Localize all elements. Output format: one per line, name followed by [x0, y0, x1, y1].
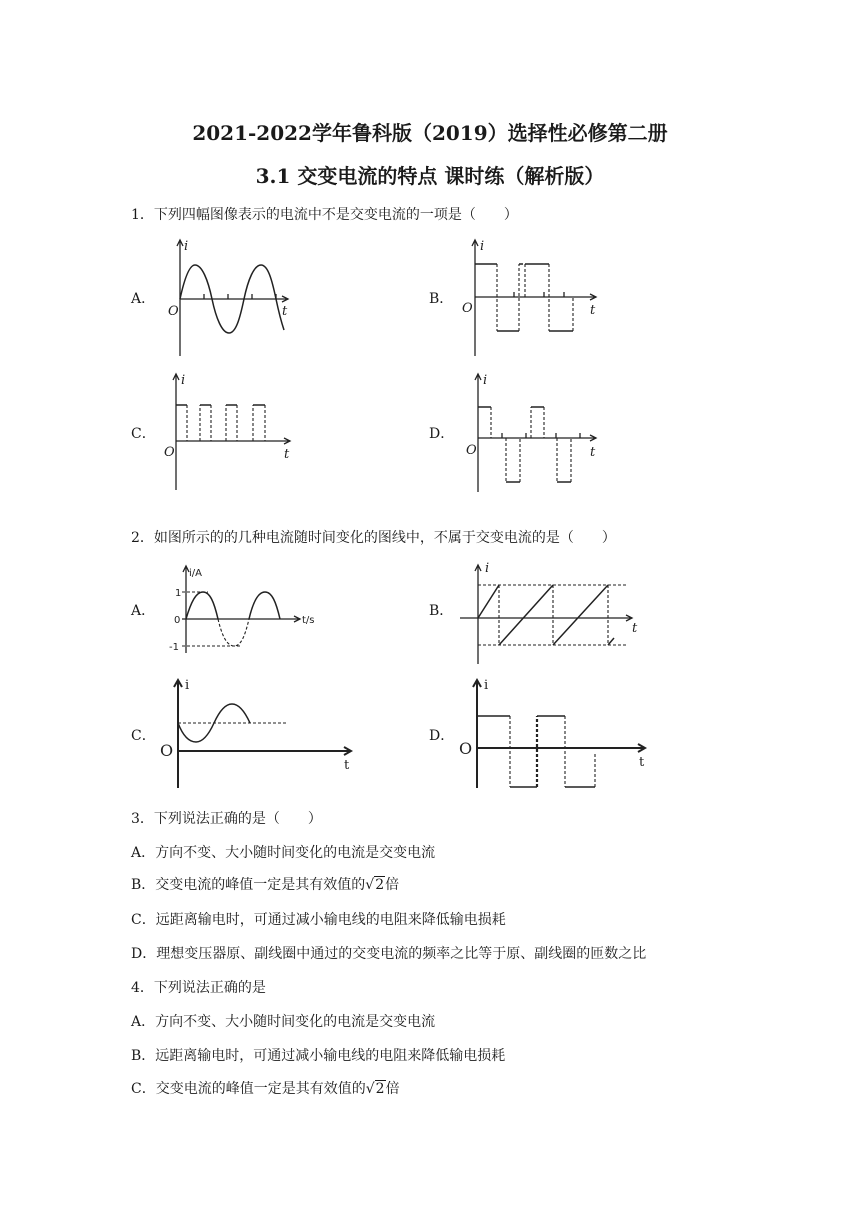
- q2-option-b-label: B．: [429, 603, 454, 619]
- origin-label-0: 0: [174, 615, 181, 626]
- origin-label-c: O: [160, 741, 174, 760]
- svg-text:t: t: [284, 447, 290, 462]
- axis-label-i: i: [184, 239, 189, 254]
- q1-option-b-label: B．: [429, 291, 454, 307]
- q1-graph-c: [162, 372, 297, 494]
- q2-option-a-label: A．: [131, 603, 156, 619]
- q4-option-c: C．交变电流的峰值一定是其有效值的√2倍: [131, 1081, 400, 1097]
- q2-option-c-label: C．: [131, 728, 156, 744]
- axis-label-t-b: t: [632, 621, 638, 636]
- q3-option-b: B．交变电流的峰值一定是其有效值的√2倍: [131, 877, 400, 893]
- axis-label-t-d: t: [639, 755, 645, 770]
- q2-graph-c: [156, 676, 356, 791]
- q1-option-d-label: D．: [429, 426, 455, 442]
- document-title-line1: 2021-2022学年鲁科版（2019）选择性必修第二册: [192, 121, 668, 145]
- svg-text:O: O: [462, 301, 473, 316]
- origin-label-d: O: [459, 739, 473, 758]
- q1-option-a-label: A．: [131, 291, 156, 307]
- axis-label-t-c: t: [344, 758, 350, 773]
- svg-text:O: O: [164, 445, 175, 460]
- q3-option-a: A．方向不变、大小随时间变化的电流是交变电流: [131, 845, 436, 861]
- q3-option-d: D．理想变压器原、副线圈中通过的交变电流的频率之比等于原、副线圈的匝数之比: [131, 946, 647, 962]
- q3-option-c: C．远距离输电时，可通过减小输电线的电阻来降低输电损耗: [131, 912, 506, 928]
- q1-graph-a: [160, 238, 295, 360]
- axis-label-t: t: [282, 304, 288, 319]
- tick-label-1: 1: [175, 588, 182, 599]
- axis-label-i-d: i: [484, 678, 489, 693]
- origin-label: O: [168, 304, 179, 319]
- axis-label-t-s: t/s: [302, 615, 315, 626]
- axis-label-i-b: i: [485, 561, 490, 576]
- sqrt-symbol: √2: [365, 877, 385, 893]
- question-1-stem: 1．下列四幅图像表示的电流中不是交变电流的一项是（ ）: [131, 207, 518, 223]
- question-4-stem: 4．下列说法正确的是: [131, 980, 266, 996]
- svg-text:i: i: [483, 373, 488, 388]
- q2-graph-d: [455, 676, 655, 791]
- q1-graph-b: [458, 238, 603, 360]
- axis-label-i-c: i: [185, 678, 190, 693]
- sqrt-symbol: √2: [365, 1081, 385, 1097]
- axis-label-i-a: i/A: [189, 568, 202, 579]
- q1-graph-d: [460, 372, 605, 494]
- svg-text:t: t: [590, 445, 596, 460]
- q2-option-d-label: D．: [429, 728, 455, 744]
- svg-text:i: i: [181, 373, 186, 388]
- svg-text:O: O: [466, 443, 477, 458]
- q4-option-a: A．方向不变、大小随时间变化的电流是交变电流: [131, 1014, 436, 1030]
- svg-text:i: i: [480, 239, 485, 254]
- tick-label-neg1: -1: [169, 642, 179, 653]
- document-title-line2: 3.1 交变电流的特点 课时练（解析版）: [255, 164, 605, 188]
- svg-text:t: t: [590, 303, 596, 318]
- q2-graph-a: [160, 563, 325, 658]
- question-3-stem: 3．下列说法正确的是（ ）: [131, 811, 322, 827]
- sine-first-half: [186, 592, 218, 619]
- q1-option-c-label: C．: [131, 426, 156, 442]
- question-2-stem: 2．如图所示的的几种电流随时间变化的图线中，不属于交变电流的是（ ）: [131, 530, 616, 546]
- q2-graph-b: [456, 558, 636, 666]
- q4-option-b: B．远距离输电时，可通过减小输电线的电阻来降低输电损耗: [131, 1048, 506, 1064]
